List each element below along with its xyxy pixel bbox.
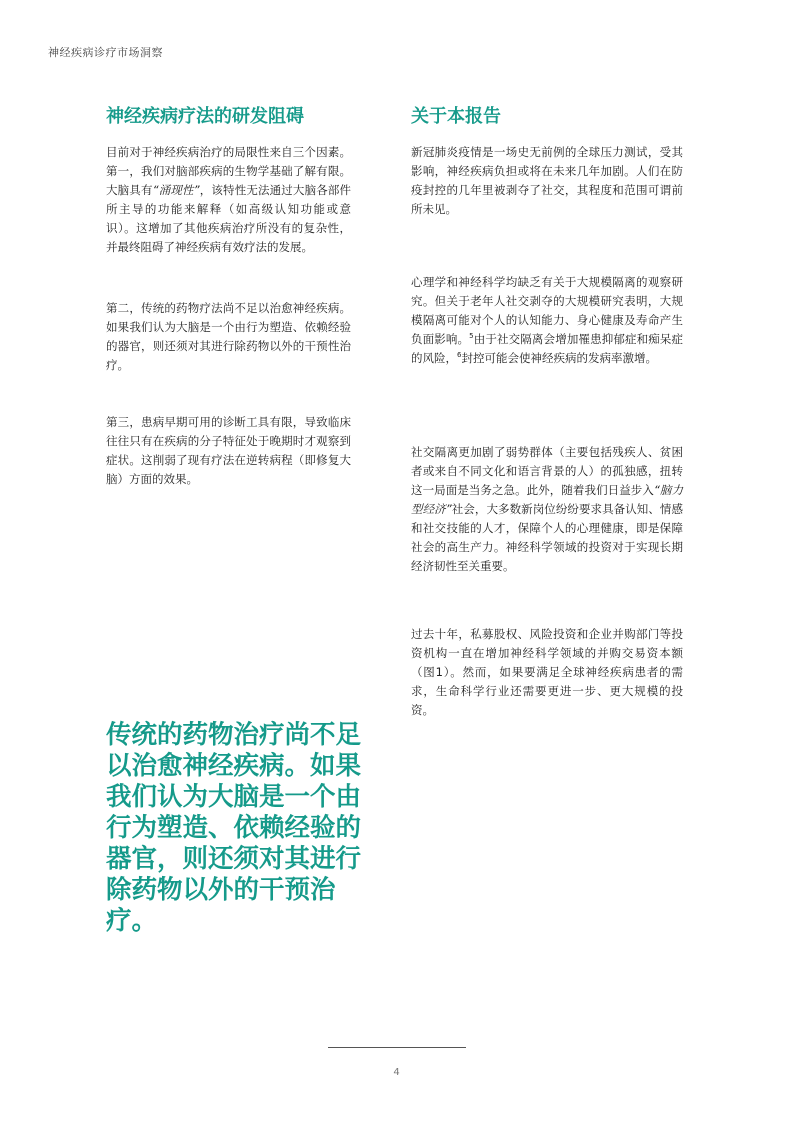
left-p1-emphasis: “涌现性”	[152, 183, 200, 197]
right-p2-text-b: 由于社交隔离会增加罹患抑郁症和痴呆症的风险，	[411, 332, 684, 365]
left-p1-text-a: 目前对于神经疾病治疗的局限性来自三个因素。第一，我们对脑部疾病的生物学基础了解有限。大脑具有	[106, 145, 351, 197]
page-number: 4	[393, 1067, 400, 1078]
left-paragraph-1	[106, 143, 351, 257]
left-paragraph-3: 第三，患病早期可用的诊断工具有限，导致临床往往只有在疾病的分子特征处于晚期时才观察到症状。这削弱了现有疗法在逆转病程（即修复大脑）方面的效果。	[106, 415, 351, 486]
footnote-ref-6: 6	[457, 351, 462, 360]
right-p3-emphasis: “脑力型经济”	[411, 483, 683, 516]
footer-divider	[328, 1047, 466, 1048]
right-paragraph-1: 新冠肺炎疫情是一场史无前例的全球压力测试，受其影响，神经疾病负担或将在未来几年加剧。人们在防疫封控的几年里被剥夺了社交，其程度和范围可谓前所未见。	[411, 145, 683, 216]
running-header: 神经疾病诊疗市场洞察	[48, 46, 163, 59]
right-column	[411, 104, 683, 219]
right-p2-text-a: 心理学和神经科学均缺乏有关于大规模隔离的观察研究。但关于老年人社交剥夺的大规模研究表明，大规模隔离可能对个人的认知能力、身心健康及寿命产生负面影响。	[411, 275, 683, 346]
right-paragraph-2	[411, 273, 683, 368]
right-paragraph-4: 过去十年，私募股权、风险投资和企业并购部门等投资机构一直在增加神经科学领域的并购交易资本额（图1）。然而，如果要满足全球神经疾病患者的需求，生命科学行业还需要更进一步、更大规模的投资。	[411, 627, 683, 717]
right-p3-text-a: 社交隔离更加剧了弱势群体（主要包括残疾人、贫困者或来自不同文化和语言背景的人）的孤独感，扭转这一局面是当务之急。此外，随着我们日益步入	[411, 445, 683, 497]
footnote-ref-5: 5	[469, 332, 474, 341]
right-p3-text-b: 社会，大多数新岗位纷纷要求具备认知、情感和社交技能的人才，保障个人的心理健康，即是保障社会的高生产力。神经科学领域的投资对于实现长期经济韧性至关重要。	[411, 502, 684, 573]
section-title-barriers: 神经疾病疗法的研发阻碍	[106, 106, 304, 127]
left-p1-text-b: ，该特性无法通过大脑各部件所主导的功能来解释（如高级认知功能或意识）。这增加了其他疾病治疗所没有的复杂性，并最终阻碍了神经疾病有效疗法的发展。	[106, 183, 352, 254]
left-paragraph-2: 第二，传统的药物疗法尚不足以治愈神经疾病。如果我们认为大脑是一个由行为塑造、依赖经验的器官，则还须对其进行除药物以外的干预性治疗。	[106, 301, 351, 372]
right-paragraph-3	[411, 443, 683, 576]
pull-quote: 传统的药物治疗尚不足以治愈神经疾病。如果我们认为大脑是一个由行为塑造、依赖经验的器官，则还须对其进行除药物以外的干预治疗。	[106, 720, 362, 936]
left-column	[106, 104, 351, 257]
section-title-about: 关于本报告	[411, 106, 501, 127]
right-p2-text-c: 封控可能会使神经疾病的发病率激增。	[461, 351, 657, 365]
